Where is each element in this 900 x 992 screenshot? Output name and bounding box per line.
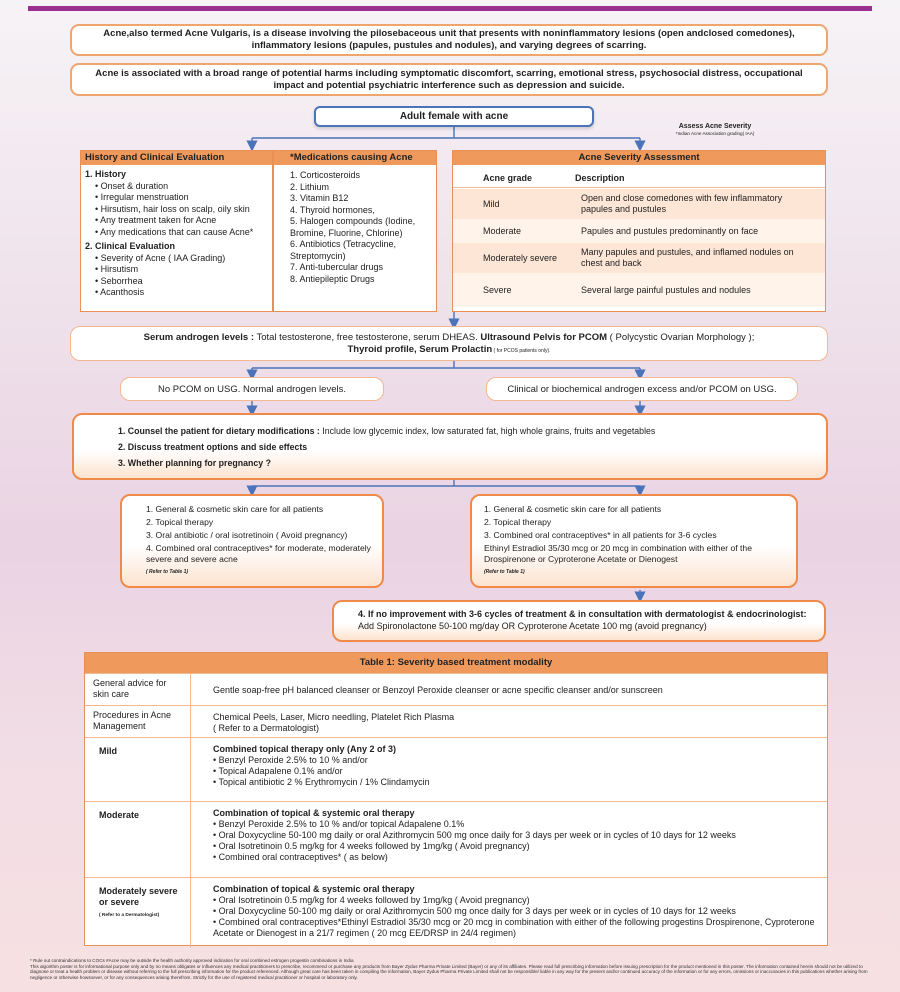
treatment-line: • Oral Doxycycline 50-100 mg daily or oral Azithromycin 500 mg once daily for 3 days per week or in cycles of 10 days for 12 weeks — [213, 906, 736, 916]
treatment-row — [85, 877, 827, 948]
assess-title: Assess Acne Severity — [678, 123, 752, 130]
clinical-item: • Severity of Acne ( IAA Grading) — [95, 252, 226, 263]
treatment-row-label — [85, 802, 191, 878]
serum-androgen-label: Serum androgen levels : — [143, 331, 254, 343]
medication-item: 6. Antibiotics (Tetracycline, Streptomycin) — [290, 239, 397, 261]
medication-item: 4. Thyroid hormones, — [290, 204, 375, 215]
left-plan-list — [146, 504, 378, 565]
treatment-heading: Combination of topical & systemic oral therapy — [213, 808, 415, 818]
tests-box — [70, 326, 828, 361]
counsel-item-1-label: 1. Counsel the patient for dietary modifications : — [118, 426, 320, 436]
severity-grade: Moderately severe — [483, 252, 558, 263]
ultrasound-text: ( Polycystic Ovarian Morphology ); — [607, 331, 755, 343]
history-item: • Any medications that can cause Acne* — [95, 226, 254, 237]
history-item: • Hirsutism, hair loss on scalp, oily skin — [95, 203, 250, 214]
clinical-heading: 2. Clinical Evaluation — [85, 241, 176, 251]
right-plan-item: Ethinyl Estradiol 35/30 mcg or 20 mcg in combination with either of the Drospirenone or Cyproterone Acetate or Dienogest — [484, 543, 752, 564]
treatment-sublabel: ( Refer to a Dermatologist) — [99, 913, 160, 918]
treatment-heading: Combined topical therapy only (Any 2 of 3) — [213, 744, 397, 754]
footnote-line-2: This algorithm poster is for informational purpose only and by no means obligates or influences any medical practitioners to prescribe, recommend or purchase any products from Bayer Zydus Pharma Private Limited (Bayer) or any of its affiliates. Please read full prescribing information before issuing prescription for the product mentioned in this poster. The information contained herein should not be utilized to diagnose or treat a health problem or disease without referring to the full prescribing information for the product referenced. Although great care has been taken in compiling the information, Bayer Zydus Pharma Private Limited shall not be responsible/ liable in any way for the present and/or continued accuracy of the information or for any errors, omissions or inaccuracies in this publications whether arising from negligence or otherwise howsoever, or for any consequences arising therefrom. Strictly for the use of registered medical practitioner or hospital or laboratory only. — [30, 963, 868, 981]
counsel-item-3: 3. Whether planning for pregnancy ? — [118, 458, 271, 468]
right-plan-item: 3. Combined oral contraceptives* in all patients for 3-6 cycles — [484, 530, 717, 540]
counsel-box — [72, 413, 828, 480]
treatment-row-label — [85, 674, 191, 706]
counsel-item-2: 2. Discuss treatment options and side effects — [118, 442, 308, 452]
footnote — [30, 958, 870, 981]
treatment-row-label — [85, 738, 191, 802]
history-panel-title: History and Clinical Evaluation — [81, 151, 272, 165]
treatment-row-content — [205, 674, 827, 702]
right-plan-item: 1. General & cosmetic skin care for all patients — [484, 504, 662, 514]
counsel-item-1 — [118, 425, 826, 437]
severity-description: Papules and pustules predominantly on face — [581, 225, 759, 236]
start-node-label: Adult female with acne — [399, 111, 509, 122]
clinical-list — [85, 253, 272, 299]
ultrasound-label: Ultrasound Pelvis for PCOM — [480, 331, 608, 343]
thyroid-label: Thyroid profile, Serum Prolactin — [347, 343, 493, 355]
right-plan-box — [470, 494, 798, 588]
treatment-line: Gentle soap-free pH balanced cleanser or Benzoyl Peroxide cleanser or acne specific cleanser and/or sunscreen — [213, 685, 663, 695]
branch-right-text: Clinical or biochemical androgen excess and/or PCOM on USG. — [507, 383, 777, 395]
severity-row — [453, 273, 825, 307]
branch-left-text: No PCOM on USG. Normal androgen levels. — [158, 383, 346, 395]
severity-description: Many papules and pustules, and inflamed nodules on chest and back — [581, 247, 794, 268]
definition-box — [70, 24, 828, 56]
harms-text: Acne is associated with a broad range of potential harms including symptomatic discomfort, scarring, emotional stress, psychosocial distress, occupational impact and potential psychiatric interference such as depression and suicide. — [95, 67, 803, 91]
assess-label — [660, 123, 770, 137]
history-panel — [80, 150, 273, 312]
treatment-row — [85, 705, 827, 738]
no-improvement-label: 4. If no improvement with 3-6 cycles of treatment & in consultation with dermatologist & endocrinologist: — [358, 609, 807, 619]
medications-panel-title: *Medications causing Acne — [274, 151, 436, 165]
severity-panel — [452, 150, 826, 312]
treatment-line: • Combined oral contraceptives*Ethinyl Estradiol 35/30 mcg or 20 mcg in combination with either of the following progestins Drospirenone, Cyproterone Acetate or Dienogest in a 21/7 regimen ( 20 mcg EE/DRSP in 24/4 regimen) — [213, 917, 815, 938]
medication-item: 8. Antiepileptic Drugs — [290, 273, 375, 284]
no-improvement-text: Add Spironolactone 50-100 mg/day OR Cyproterone Acetate 100 mg (avoid pregnancy) — [358, 621, 707, 631]
severity-col-grade: Acne grade — [483, 172, 533, 183]
severity-description: Open and close comedones with few inflammatory papules and pustules — [581, 193, 783, 214]
treatment-row — [85, 673, 827, 706]
treatment-label-text: Procedures in Acne Management — [93, 710, 172, 731]
treatment-heading: Combination of topical & systemic oral therapy — [213, 884, 415, 894]
definition-text: Acne,also termed Acne Vulgaris, is a disease involving the pilosebaceous unit that presents with noninflammatory lesions (open andclosed comedones), inflammatory lesions (papules, pustules and nodules), and varying degrees of scarring. — [103, 28, 795, 51]
tests-line-1 — [144, 332, 755, 344]
treatment-row-content — [205, 802, 827, 869]
left-plan-item: 2. Topical therapy — [146, 517, 214, 527]
severity-header-row — [453, 169, 825, 188]
clinical-item: • Hirsutism — [95, 264, 139, 274]
right-plan-item: 2. Topical therapy — [484, 517, 552, 527]
serum-androgen-text: Total testosterone, free testosterone, serum DHEAS. — [254, 331, 481, 343]
right-plan-list — [484, 504, 790, 565]
medication-item: 1. Corticosteroids — [290, 170, 361, 180]
no-improvement-box — [332, 600, 826, 642]
tests-line-2 — [348, 344, 551, 356]
treatment-line: ( Refer to a Dermatologist) — [213, 723, 320, 733]
clinical-item: • Seborrhea — [95, 275, 143, 286]
treatment-row-content — [205, 878, 827, 945]
severity-grade: Mild — [483, 198, 500, 209]
medication-item: 7. Anti-tubercular drugs — [290, 262, 384, 272]
treatment-row-label — [85, 706, 191, 738]
treatment-row-label — [85, 878, 191, 948]
severity-panel-title: Acne Severity Assessment — [453, 151, 825, 165]
severity-row — [453, 219, 825, 243]
treatment-line: • Topical Adapalene 0.1% and/or — [213, 766, 343, 776]
severity-row — [453, 189, 825, 219]
history-item: • Irregular menstruation — [95, 192, 189, 202]
left-plan-item: 4. Combined oral contraceptives* for moderate, moderately severe and severe acne — [146, 543, 371, 564]
treatment-table-title: Table 1: Severity based treatment modality — [85, 653, 827, 673]
severity-grade: Moderate — [483, 225, 522, 236]
medication-item: 3. Vitamin B12 — [290, 193, 349, 203]
treatment-line: • Oral Doxycycline 50-100 mg daily or oral Azithromycin 500 mg once daily for 3 days per week or in cycles of 10 days for 12 weeks — [213, 830, 736, 840]
severity-col-description: Description — [575, 172, 625, 183]
treatment-label-text: General advice for skin care — [93, 678, 167, 699]
treatment-row-content — [205, 738, 827, 794]
treatment-line: • Oral Isotretinoin 0.5 mg/kg for 4 weeks followed by 1mg/kg ( Avoid pregnancy) — [213, 841, 530, 851]
treatment-line: • Topical antibiotic 2 % Erythromycin / 1% Clindamycin — [213, 777, 430, 787]
treatment-table-rows — [85, 673, 827, 945]
medications-panel — [273, 150, 437, 312]
left-plan-box — [120, 494, 384, 588]
treatment-row — [85, 737, 827, 802]
left-plan-item: 1. General & cosmetic skin care for all patients — [146, 504, 324, 514]
left-plan-item: 3. Oral antibiotic / oral isotretinoin ( Avoid pregnancy) — [146, 530, 348, 540]
footnote-line-1: * Rule out contraindications to COCs #Acne may be outside the health authority approved indication for oral combined estrogen progestin combinations in India — [30, 958, 354, 963]
treatment-label-text: Mild — [99, 746, 117, 756]
medication-item: 2. Lithium — [290, 181, 330, 192]
treatment-table — [84, 652, 828, 946]
medications-list — [274, 165, 436, 285]
treatment-label-text: Moderately severe or severe — [99, 886, 178, 907]
treatment-label-text: Moderate — [99, 810, 140, 820]
right-plan-ref: (Refer to Table 1) — [484, 569, 525, 575]
branch-right-box — [486, 377, 798, 401]
history-list — [85, 181, 272, 239]
treatment-line: • Oral Isotretinoin 0.5 mg/kg for 4 weeks followed by 1mg/kg ( Avoid pregnancy) — [213, 895, 530, 905]
left-plan-ref: ( Refer to Table 1) — [146, 569, 189, 575]
clinical-item: • Acanthosis — [95, 287, 145, 297]
treatment-line: Chemical Peels, Laser, Micro needling, Platelet Rich Plasma — [213, 712, 455, 722]
treatment-line: • Combined oral contraceptives* ( as below) — [213, 852, 388, 862]
treatment-line: • Benzyl Peroxide 2.5% to 10 % and/or topical Adapalene 0.1% — [213, 819, 465, 829]
harms-box — [70, 63, 828, 96]
start-node — [314, 106, 594, 127]
top-accent-bar — [28, 6, 872, 11]
severity-description: Several large painful pustules and nodules — [581, 284, 751, 295]
history-item: • Onset & duration — [95, 180, 169, 191]
assess-subtitle: *Indian Acne Association grading( IAA) — [675, 131, 755, 136]
treatment-line: • Benzyl Peroxide 2.5% to 10 % and/or — [213, 755, 368, 765]
severity-grade: Severe — [483, 284, 512, 295]
severity-row — [453, 243, 825, 273]
counsel-item-1-text: Include low glycemic index, low saturated fat, high whole grains, fruits and vegetables — [319, 426, 656, 436]
history-heading: 1. History — [85, 169, 127, 179]
treatment-row-content — [205, 706, 827, 740]
history-item: • Any treatment taken for Acne — [95, 215, 217, 225]
branch-left-box — [120, 377, 384, 401]
medication-item: 5. Halogen compounds (Iodine, Bromine, Fluorine, Chlorine) — [290, 216, 416, 238]
thyroid-note: ( for PCOS patients only). — [492, 347, 551, 354]
treatment-row — [85, 801, 827, 878]
